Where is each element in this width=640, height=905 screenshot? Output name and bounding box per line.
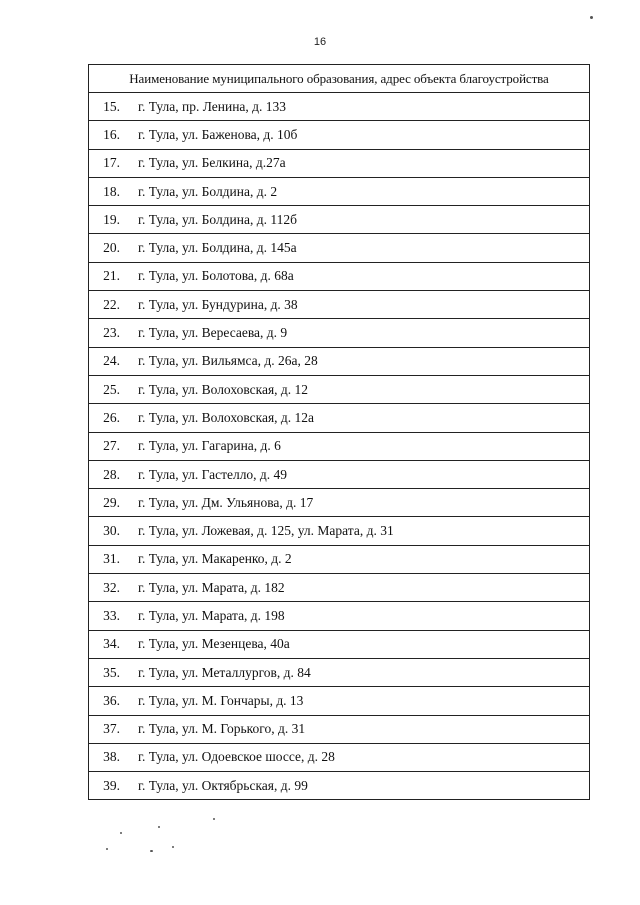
row-number: 24. bbox=[103, 353, 120, 369]
table-header-row bbox=[89, 65, 590, 93]
scan-speck bbox=[150, 850, 153, 852]
table-cell bbox=[89, 630, 590, 658]
scan-speck bbox=[213, 818, 215, 820]
row-content bbox=[89, 240, 589, 256]
table-row bbox=[89, 319, 590, 347]
row-number: 26. bbox=[103, 409, 120, 425]
scan-speck bbox=[172, 846, 174, 848]
table-row bbox=[89, 93, 590, 121]
row-content bbox=[89, 438, 589, 454]
table-body bbox=[89, 93, 590, 800]
row-address: г. Тула, ул. Дм. Ульянова, д. 17 bbox=[138, 494, 314, 510]
row-number: 23. bbox=[103, 325, 120, 341]
row-content bbox=[89, 523, 589, 539]
table-row bbox=[89, 743, 590, 771]
row-content bbox=[89, 580, 589, 596]
row-address: г. Тула, ул. Макаренко, д. 2 bbox=[138, 551, 292, 567]
table-cell bbox=[89, 375, 590, 403]
table-row bbox=[89, 149, 590, 177]
table-cell bbox=[89, 319, 590, 347]
row-number: 29. bbox=[103, 494, 120, 510]
row-number: 39. bbox=[103, 777, 120, 793]
table-row bbox=[89, 291, 590, 319]
addresses-table bbox=[88, 64, 590, 800]
row-content bbox=[89, 608, 589, 624]
table-row bbox=[89, 347, 590, 375]
row-content bbox=[89, 155, 589, 171]
row-address: г. Тула, ул. Марата, д. 182 bbox=[138, 579, 285, 595]
table-cell bbox=[89, 743, 590, 771]
table-row bbox=[89, 404, 590, 432]
row-address: г. Тула, ул. Болдина, д. 112б bbox=[138, 211, 297, 227]
table-row bbox=[89, 772, 590, 800]
row-address: г. Тула, ул. Болдина, д. 2 bbox=[138, 183, 278, 199]
row-content bbox=[89, 551, 589, 567]
row-address: г. Тула, ул. Мезенцева, 40а bbox=[138, 636, 290, 652]
table-cell bbox=[89, 404, 590, 432]
row-address: г. Тула, ул. Вересаева, д. 9 bbox=[138, 325, 288, 341]
table-row bbox=[89, 262, 590, 290]
row-address: г. Тула, ул. Волоховская, д. 12 bbox=[138, 381, 309, 397]
table-cell bbox=[89, 687, 590, 715]
row-content bbox=[89, 721, 589, 737]
row-content bbox=[89, 127, 589, 143]
table-row bbox=[89, 630, 590, 658]
table-row bbox=[89, 177, 590, 205]
table-cell bbox=[89, 517, 590, 545]
row-number: 18. bbox=[103, 183, 120, 199]
row-address: г. Тула, ул. Белкина, д.27а bbox=[138, 155, 286, 171]
row-number: 30. bbox=[103, 523, 120, 539]
table-row bbox=[89, 375, 590, 403]
table-cell bbox=[89, 489, 590, 517]
table-header: Наименование муниципального образования, адрес объекта благоустройства bbox=[89, 65, 590, 93]
row-number: 19. bbox=[103, 211, 120, 227]
scan-speck bbox=[158, 826, 160, 828]
row-address: г. Тула, пр. Ленина, д. 133 bbox=[138, 98, 287, 114]
row-number: 15. bbox=[103, 98, 120, 114]
row-number: 28. bbox=[103, 466, 120, 482]
row-address: г. Тула, ул. Волоховская, д. 12а bbox=[138, 409, 315, 425]
row-address: г. Тула, ул. Болотова, д. 68а bbox=[138, 268, 294, 284]
row-address: г. Тула, ул. Бундурина, д. 38 bbox=[138, 296, 298, 312]
row-content bbox=[89, 382, 589, 398]
scan-speck bbox=[590, 16, 593, 19]
scan-speck bbox=[106, 848, 108, 850]
row-number: 17. bbox=[103, 155, 120, 171]
row-number: 36. bbox=[103, 692, 120, 708]
row-number: 22. bbox=[103, 296, 120, 312]
row-number: 25. bbox=[103, 381, 120, 397]
page-number: 16 bbox=[313, 36, 327, 48]
table-row bbox=[89, 517, 590, 545]
row-content bbox=[89, 410, 589, 426]
row-number: 21. bbox=[103, 268, 120, 284]
row-content bbox=[89, 495, 589, 511]
row-address: г. Тула, ул. Металлургов, д. 84 bbox=[138, 664, 311, 680]
row-address: г. Тула, ул. Марата, д. 198 bbox=[138, 607, 285, 623]
row-number: 33. bbox=[103, 607, 120, 623]
table-cell bbox=[89, 715, 590, 743]
row-content bbox=[89, 297, 589, 313]
table-cell bbox=[89, 177, 590, 205]
row-content bbox=[89, 778, 589, 794]
row-address: г. Тула, ул. Вильямса, д. 26а, 28 bbox=[138, 353, 318, 369]
table-cell bbox=[89, 602, 590, 630]
row-address: г. Тула, ул. Гагарина, д. 6 bbox=[138, 438, 281, 454]
table-cell bbox=[89, 545, 590, 573]
table-cell bbox=[89, 121, 590, 149]
row-content bbox=[89, 99, 589, 115]
row-content bbox=[89, 184, 589, 200]
table-row bbox=[89, 121, 590, 149]
row-number: 35. bbox=[103, 664, 120, 680]
table-row bbox=[89, 206, 590, 234]
row-address: г. Тула, ул. Болдина, д. 145а bbox=[138, 240, 297, 256]
row-content bbox=[89, 665, 589, 681]
row-address: г. Тула, ул. Ложевая, д. 125, ул. Марата, д. 31 bbox=[138, 523, 394, 539]
row-number: 38. bbox=[103, 749, 120, 765]
table-cell bbox=[89, 772, 590, 800]
table-row bbox=[89, 460, 590, 488]
table-cell bbox=[89, 291, 590, 319]
row-number: 37. bbox=[103, 721, 120, 737]
row-content bbox=[89, 212, 589, 228]
table-row bbox=[89, 545, 590, 573]
table-row bbox=[89, 715, 590, 743]
row-address: г. Тула, ул. Баженова, д. 10б bbox=[138, 126, 298, 142]
row-address: г. Тула, ул. М. Горького, д. 31 bbox=[138, 721, 306, 737]
table-cell bbox=[89, 460, 590, 488]
row-content bbox=[89, 749, 589, 765]
row-address: г. Тула, ул. Октябрьская, д. 99 bbox=[138, 777, 308, 793]
row-number: 31. bbox=[103, 551, 120, 567]
table-cell bbox=[89, 149, 590, 177]
row-number: 32. bbox=[103, 579, 120, 595]
table-cell bbox=[89, 432, 590, 460]
table-row bbox=[89, 574, 590, 602]
table-row bbox=[89, 432, 590, 460]
row-address: г. Тула, ул. Одоевское шоссе, д. 28 bbox=[138, 749, 335, 765]
table-row bbox=[89, 602, 590, 630]
table-row bbox=[89, 658, 590, 686]
row-content bbox=[89, 693, 589, 709]
table-cell bbox=[89, 658, 590, 686]
scan-speck bbox=[120, 832, 122, 834]
row-content bbox=[89, 636, 589, 652]
row-number: 16. bbox=[103, 126, 120, 142]
table-row bbox=[89, 687, 590, 715]
table-cell bbox=[89, 347, 590, 375]
row-content bbox=[89, 353, 589, 369]
table-row bbox=[89, 234, 590, 262]
row-number: 20. bbox=[103, 240, 120, 256]
row-content bbox=[89, 325, 589, 341]
table-cell bbox=[89, 574, 590, 602]
table-cell bbox=[89, 234, 590, 262]
table-row bbox=[89, 489, 590, 517]
row-number: 27. bbox=[103, 438, 120, 454]
table-cell bbox=[89, 206, 590, 234]
row-number: 34. bbox=[103, 636, 120, 652]
table-cell bbox=[89, 262, 590, 290]
row-address: г. Тула, ул. М. Гончары, д. 13 bbox=[138, 692, 304, 708]
row-content bbox=[89, 467, 589, 483]
table-cell bbox=[89, 93, 590, 121]
row-address: г. Тула, ул. Гастелло, д. 49 bbox=[138, 466, 288, 482]
row-content bbox=[89, 268, 589, 284]
